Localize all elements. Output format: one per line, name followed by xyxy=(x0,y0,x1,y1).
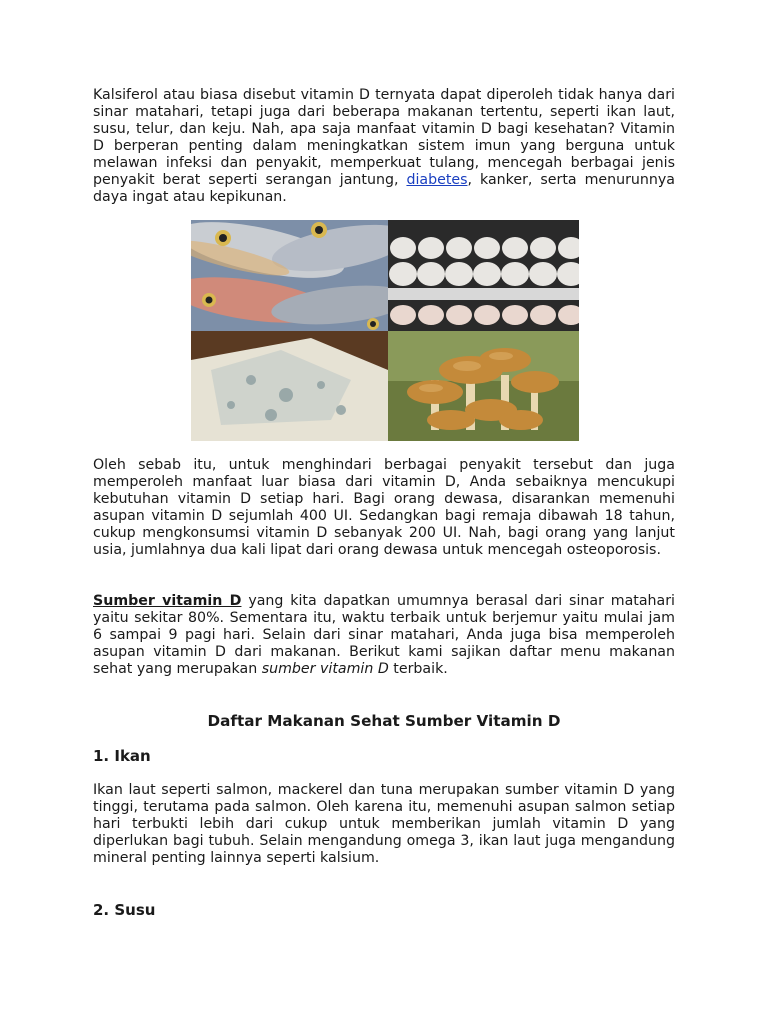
source-paragraph xyxy=(93,593,675,678)
recommendation-paragraph: Oleh sebab itu, untuk menghindari berbagai penyakit tersebut dan juga memperoleh manfaat luar biasa dari vitamin D, Anda sebaiknya mencukupi kebutuhan vitamin D setiap hari. Bagi orang dewasa, disarankan memenuhi asupan vitamin D sejumlah 400 UI. Sedangkan bagi remaja dibawah 18 tahun, cukup mengkonsumsi vitamin D sebanyak 200 UI. Nah, bagi orang yang lanjut usia, jumlahnya dua kali lipat dari orang dewasa untuk mencegah osteoporosis. xyxy=(93,457,675,558)
source-text-end: terbaik. xyxy=(388,661,448,677)
diabetes-link[interactable]: diabetes xyxy=(406,172,468,188)
section-milk-title: 2. Susu xyxy=(93,901,156,919)
food-collage-image xyxy=(191,220,579,441)
intro-text-end: , kanker, serta menurunnya daya ingat atau kepikunan. xyxy=(93,172,675,205)
fish-photo xyxy=(191,220,413,331)
vitamin-d-source-link[interactable]: Sumber vitamin D xyxy=(93,593,242,609)
intro-text: Kalsiferol atau biasa disebut vitamin D ternyata dapat diperoleh tidak hanya dari sinar matahari, tetapi juga dari beberapa makanan tertentu, seperti ikan laut, susu, telur, dan keju. Nah, apa saja manfaat vitamin D bagi kesehatan? Vitamin D berperan penting dalam meningkatkan sistem imun yang berguna untuk melawan infeksi dan penyakit, memperkuat tulang, mencegah berbagai jenis penyakit berat seperti serangan jantung, xyxy=(93,87,675,188)
food-list-heading: Daftar Makanan Sehat Sumber Vitamin D xyxy=(207,712,561,730)
section-fish-title: 1. Ikan xyxy=(93,747,151,765)
eggs-photo xyxy=(388,220,579,331)
intro-paragraph xyxy=(93,87,675,206)
section-fish-body: Ikan laut seperti salmon, mackerel dan tuna merupakan sumber vitamin D yang tinggi, terutama pada salmon. Oleh karena itu, memenuhi asupan salmon setiap hari terbukti lebih dari cukup untuk memberikan jumlah vitamin D yang diperlukan bagi tubuh. Selain mengandung omega 3, ikan laut juga mengandung mineral penting lainnya seperti kalsium. xyxy=(93,782,675,866)
mushroom-photo xyxy=(388,331,579,441)
source-italic: sumber vitamin D xyxy=(261,661,389,677)
source-text: yang kita dapatkan umumnya berasal dari sinar matahari yaitu sekitar 80%. Sementara itu, waktu terbaik untuk berjemur yaitu mulai jam 6 sampai 9 pagi hari. Selain dari sinar matahari, Anda juga bisa memperoleh asupan vitamin D dari makanan. Berikut kami sajikan daftar menu makanan sehat yang merupakan xyxy=(93,593,676,677)
cheese-photo xyxy=(191,331,388,441)
